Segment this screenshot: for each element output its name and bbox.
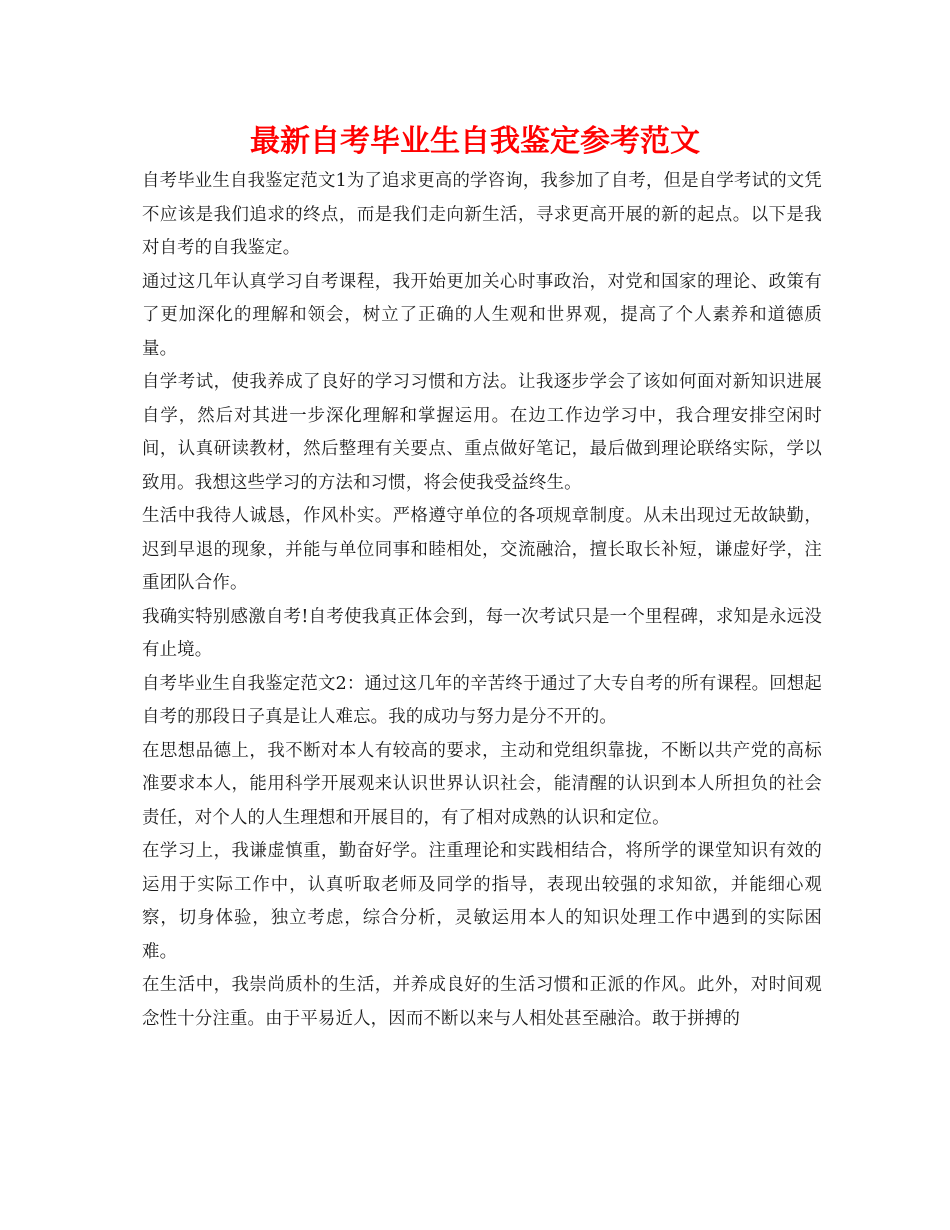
paragraph: 通过这几年认真学习自考课程，我开始更加关心时事政治，对党和国家的理论、政策有了更加深化的理解和领会，树立了正确的人生观和世界观，提高了个人素养和道德质量。: [142, 271, 822, 359]
paragraph: 自考毕业生自我鉴定范文1为了追求更高的学咨询，我参加了自考，但是自学考试的文凭不应该是我们追求的终点，而是我们走向新生活，寻求更高开展的新的起点。以下是我对自考的自我鉴定。: [142, 171, 822, 258]
paragraph: 在学习上，我谦虚慎重，勤奋好学。注重理论和实践相结合，将所学的课堂知识有效的运用于实际工作中，认真听取老师及同学的指导，表现出较强的求知欲，并能细心观察，切身体验，独立考虑，综合分析，灵敏运用本人的知识处理工作中遇到的实际困难。: [142, 841, 822, 962]
paragraph: 我确实特别感激自考!自考使我真正体会到，每一次考试只是一个里程碑，求知是永远没有止境。: [142, 606, 822, 660]
paragraph: 在思想品德上，我不断对本人有较高的要求，主动和党组织靠拢，不断以共产党的高标准要求本人，能用科学开展观来认识世界认识社会，能清醒的认识到本人所担负的社会责任，对个人的人生理想和开展目的，有了相对成熟的认识和定位。: [142, 740, 822, 828]
document-body: [142, 165, 822, 1036]
paragraph: 生活中我待人诚恳，作风朴实。严格遵守单位的各项规章制度。从未出现过无故缺勤，迟到早退的现象，并能与单位同事和睦相处，交流融洽，擅长取长补短，谦虚好学，注重团队合作。: [142, 506, 822, 593]
document-title: 最新自考毕业生自我鉴定参考范文: [250, 124, 700, 159]
paragraph: 自学考试，使我养成了良好的学习习惯和方法。让我逐步学会了该如何面对新知识进展自学，然后对其进一步深化理解和掌握运用。在边工作边学习中，我合理安排空闲时间，认真研读教材，然后整理有关要点、重点做好笔记，最后做到理论联络实际，学以致用。我想这些学习的方法和习惯，将会使我受益终生。: [142, 372, 822, 493]
paragraph: 在生活中，我崇尚质朴的生活，并养成良好的生活习惯和正派的作风。此外，对时间观念性十分注重。由于平易近人，因而不断以来与人相处甚至融洽。敢于拼搏的: [142, 975, 822, 1029]
paragraph: 自考毕业生自我鉴定范文2：通过这几年的辛苦终于通过了大专自考的所有课程。回想起自考的那段日子真是让人难忘。我的成功与努力是分不开的。: [142, 673, 822, 727]
